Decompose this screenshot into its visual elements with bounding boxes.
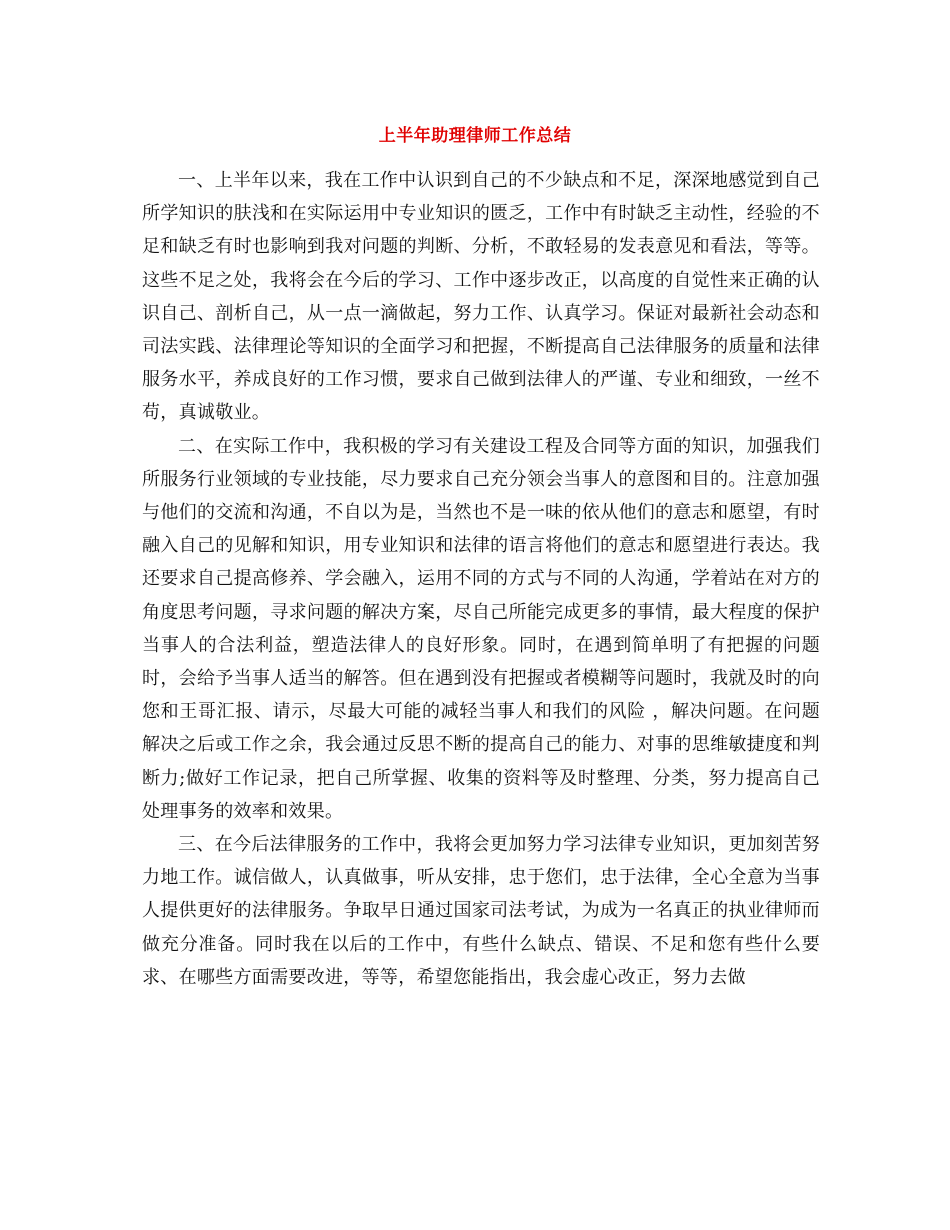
paragraph-1: 一、上半年以来，我在工作中认识到自己的不少缺点和不足，深深地感觉到自己所学知识的肤浅和在实际运用中专业知识的匮乏，工作中有时缺乏主动性，经验的不足和缺乏有时也影响到我对问题的判断、分析，不敢轻易的发表意见和看法，等等。这些不足之处，我将会在今后的学习、工作中逐步改正，以高度的自觉性来正确的认识自己、剖析自己，从一点一滴做起，努力工作、认真学习。保证对最新社会动态和司法实践、法律理论等知识的全面学习和把握，不断提高自己法律服务的质量和法律服务水平，养成良好的工作习惯，要求自己做到法律人的严谨、专业和细致，一丝不苟，真诚敬业。	[142, 170, 820, 424]
document-title: 上半年助理律师工作总结	[378, 126, 572, 146]
paragraph-3: 三、在今后法律服务的工作中，我将会更加努力学习法律专业知识，更加刻苦努力地工作。诚信做人，认真做事，听从安排，忠于您们，忠于法律，全心全意为当事人提供更好的法律服务。争取早日通过国家司法考试，为成为一名真正的执业律师而做充分准备。同时我在以后的工作中，有些什么缺点、错误、不足和您有些什么要求、在哪些方面需要改进，等等，希望您能指出，我会虚心改正，努力去做	[142, 834, 820, 988]
paragraph-2: 二、在实际工作中，我积极的学习有关建设工程及合同等方面的知识，加强我们所服务行业领域的专业技能，尽力要求自己充分领会当事人的意图和目的。注意加强与他们的交流和沟通，不自以为是，当然也不是一味的依从他们的意志和愿望，有时融入自己的见解和知识，用专业知识和法律的语言将他们的意志和愿望进行表达。我还要求自己提高修养、学会融入，运用不同的方式与不同的人沟通，学着站在对方的角度思考问题，寻求问题的解决方案，尽自己所能完成更多的事情，最大程度的保护当事人的合法利益，塑造法律人的良好形象。同时，在遇到简单明了有把握的问题时，会给予当事人适当的解答。但在遇到没有把握或者模糊等问题时，我就及时的向您和王哥汇报、请示，尽最大可能的减轻当事人和我们的风险 ，解决问题。在问题解决之后或工作之余，我会通过反思不断的提高自己的能力、对事的思维敏捷度和判断力;做好工作记录，把自己所掌握、收集的资料等及时整理、分类，努力提高自己处理事务的效率和效果。	[142, 435, 820, 822]
document-body	[142, 164, 820, 994]
